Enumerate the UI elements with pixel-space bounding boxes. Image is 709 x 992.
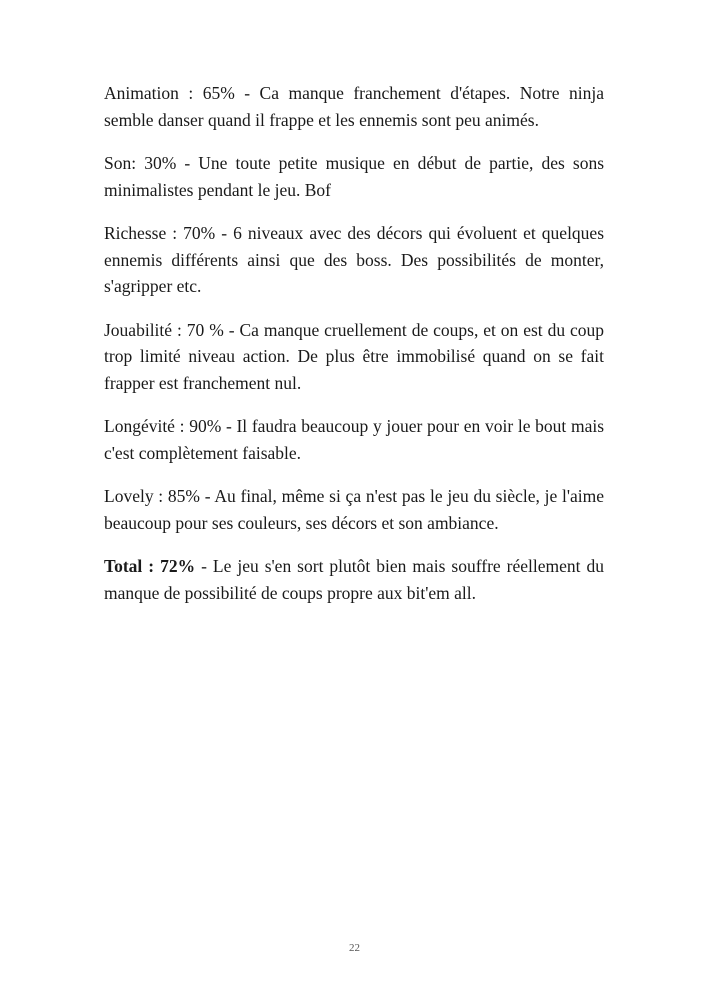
rating-richesse: Richesse : 70% - 6 niveaux avec des décors qui évoluent et quelques ennemis différents ainsi que des boss. Des possibilités de monter, s'agripper etc.: [104, 223, 605, 296]
rating-score: 72%: [160, 556, 196, 576]
rating-text: Ca manque cruellement de coups, et on est du coup trop limité niveau action. De plus être immobilisé quand on se fait frapper est franchement nul.: [104, 319, 605, 393]
rating-score: 85%: [167, 486, 200, 506]
rating-score: 30%: [144, 153, 177, 173]
rating-score: 65%: [202, 83, 235, 103]
rating-label: Animation :: [104, 83, 194, 103]
rating-score: 90%: [189, 416, 222, 436]
rating-score: 70%: [183, 223, 216, 243]
rating-label: Son:: [104, 153, 137, 173]
document-body: [104, 80, 604, 623]
rating-son: Son: 30% - Une toute petite musique en début de partie, des sons minimalistes pendant le jeu. Bof: [104, 153, 604, 200]
rating-text: Au final, même si ça n'est pas le jeu du siècle, je l'aime beaucoup pour ses couleurs, ses décors et son ambiance.: [104, 486, 605, 533]
rating-label: Lovely :: [104, 486, 164, 506]
rating-animation: Animation : 65% - Ca manque franchement d'étapes. Notre ninja semble danser quand il frappe et les ennemis sont peu animés.: [104, 83, 605, 130]
rating-text: Ca manque franchement d'étapes. Notre ninja semble danser quand il frappe et les ennemis sont peu animés.: [104, 83, 605, 130]
rating-text: Le jeu s'en sort plutôt bien mais souffre réellement du manque de possibilité de coups propre aux bit'em all.: [104, 556, 604, 603]
rating-text: Une toute petite musique en début de partie, des sons minimalistes pendant le jeu. Bof: [104, 153, 604, 200]
rating-label: Richesse :: [104, 223, 178, 243]
rating-label: Jouabilité :: [104, 319, 182, 340]
rating-lovely: Lovely : 85% - Au final, même si ça n'est pas le jeu du siècle, je l'aime beaucoup pour ses couleurs, ses décors et son ambiance.: [104, 486, 605, 533]
rating-jouabilite: Jouabilité : 70 % - Ca manque cruellement de coups, et on est du coup trop limité niveau action. De plus être immobilisé quand on se fait frapper est franchement nul.: [104, 319, 605, 393]
rating-total: Total : 72% - Le jeu s'en sort plutôt bien mais souffre réellement du manque de possibilité de coups propre aux bit'em all.: [104, 556, 604, 603]
rating-text: Il faudra beaucoup y jouer pour en voir le bout mais c'est complètement faisable.: [104, 416, 605, 463]
page-number: 22: [349, 942, 360, 954]
rating-label: Longévité :: [104, 416, 185, 436]
rating-score: 70 %: [186, 319, 224, 340]
rating-text: 6 niveaux avec des décors qui évoluent et quelques ennemis différents ainsi que des boss. Des possibilités de monter, s'agripper etc.: [104, 223, 605, 296]
rating-longevite: Longévité : 90% - Il faudra beaucoup y jouer pour en voir le bout mais c'est complètement faisable.: [104, 416, 605, 463]
rating-label: Total :: [104, 556, 155, 576]
